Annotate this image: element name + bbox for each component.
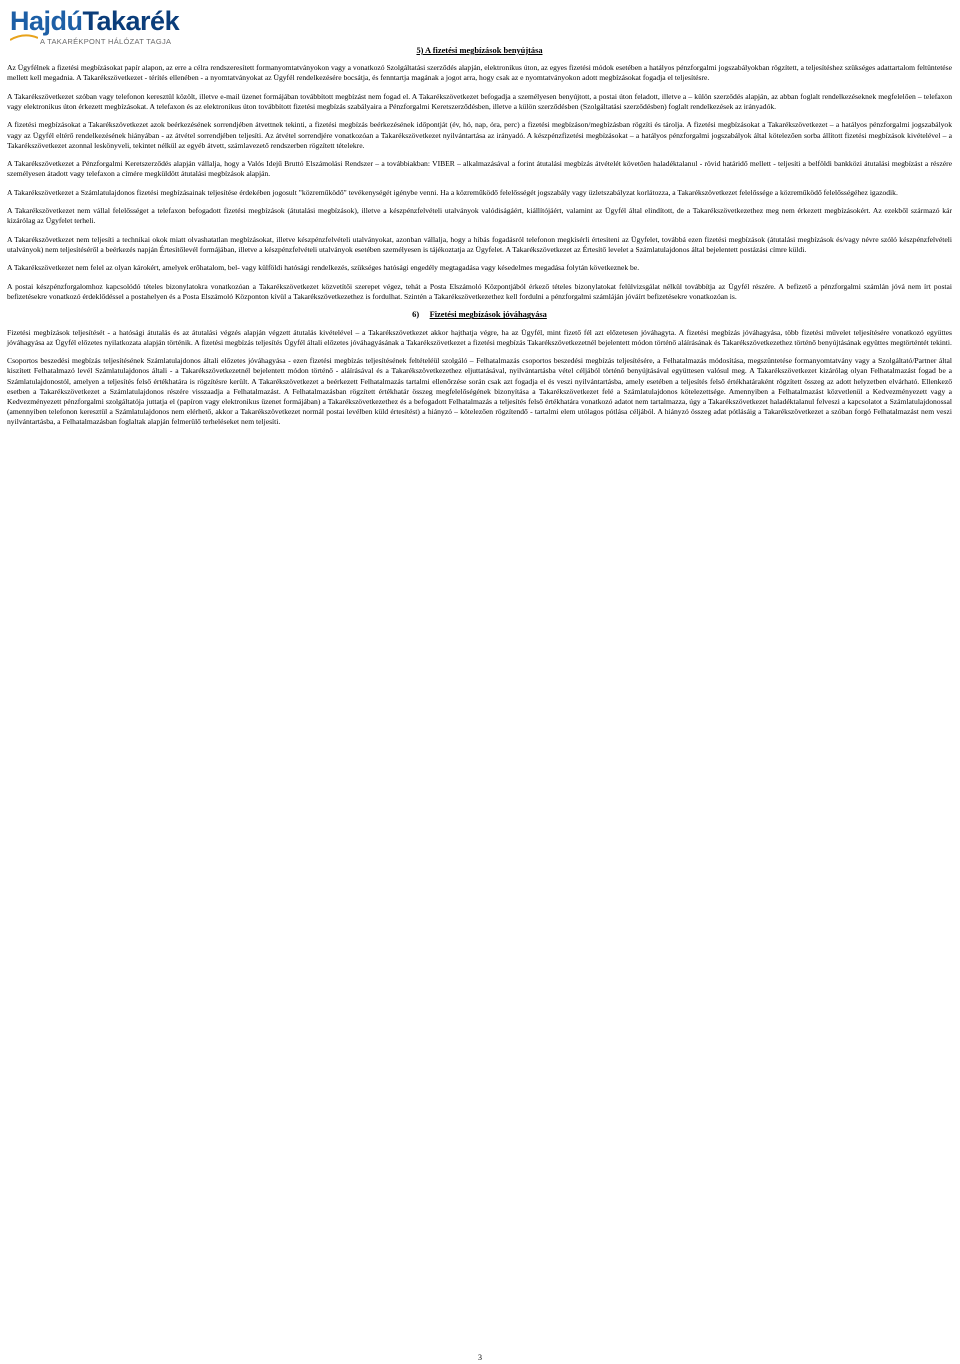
s5-paragraph-5: A Takarékszövetkezet a Számlatulajdonos fizetési megbízásainak teljesítése érdekében jogosult "közreműködő" tevékenységét igénybe venni. Ha a közreműködő felelősségét jogszabály vagy üzletszabályzat korlátozza, a Takarékszövetkezet felelőssége a közreműködő felelősségéhez igazodik. <box>7 187 898 197</box>
s5-paragraph-8: A Takarékszövetkezet nem felel az olyan károkért, amelyek erőhatalom, bel- vagy külföldi hatósági rendelkezés, szükséges hatósági engedély megtagadása vagy késedelmes megadása folytán következnek be. <box>7 263 640 273</box>
brand-swoosh-icon <box>10 34 38 42</box>
s5-paragraph-9: A postai készpénzforgalomhoz kapcsolódó tételes bizonylatokra vonatkozóan a Takarékszövetkezet közvetítői szerepet végez, tehát a Posta Elszámoló Központjából érkező tételes bizonylatokat felülvizsgálat nélkül továbbítja az Ügyfél részére. A befizető a pénzforgalmi számlán jóvá nem írt postai befizetésekre vonatkozó érdeklődéssel a postahelyen és a Posta Elszámoló Központon kívül a Takarékszövetkezethez is fordulhat. Szintén a Takarékszövetkezethez kell fordulni a pénzforgalmi számláján jóváírt befizetésekre vonatkozóan is. <box>7 281 952 301</box>
s6-paragraph-1: Fizetési megbízások teljesítését - a hatósági átutalás és az átutalási végzés alapján végzett átutalás kivételével – a Takarékszövetkezet akkor hajthatja végre, ha az Ügyfél, mint fizető fél azt előzetesen jóváhagyta. A fizetési megbízás jóváhagyása, több fizetési művelet teljesítésére vonatkozó együttes jóváhagyása az Ügyfél előzetes nyilatkozata alapján történik. A fizetési megbízás teljesítés Ügyfél általi előzetes jóváhagyásának a Takarékszövetkezet a fizetési megbízás Takarékszövetkezetnél bejelentett módon történő aláírásának és Takarékszövetkezethez történő benyújtásának együttes megtörténtét tekinti. <box>7 327 952 347</box>
s5-paragraph-3: A fizetési megbízásokat a Takarékszövetkezet azok beérkezésének sorrendjében átvettnek tekinti, a fizetési megbízás beérkezésének időpontját (év, hó, nap, óra, perc) a fizetési megbízáson/megbízásban rögzíti és tárolja. A fizetési megbízásokat a Takarékszövetkezet – a hatályos pénzforgalmi jogszabályok vagy az Ügyfél eltérő rendelkezésének hiányában - az átvétel sorrendjében teljesíti. Az átvétel sorrendjére vonatkozóan a Takarékszövetkezet nyilvántartása az irányadó. A készpénzfizetési megbízásokat – a hatályos pénzforgalmi jogszabályok által kötelezően sorba állított fizetési megbízások kivételével – a Takarékszövetkezet azonnal leskönyveli, tekintet nélkül az egyéb átvett, számlavezető rendszerben rögzített tételekre. <box>7 120 952 150</box>
page-number: 3 <box>478 1353 482 1362</box>
brand-name <box>10 6 179 37</box>
brand-name-part2: Takarék <box>82 6 180 36</box>
s5-paragraph-2: A Takarékszövetkezet szóban vagy telefonon keresztül közölt, illetve e-mail üzenet formájában továbbított megbízást nem fogad el. A Takarékszövetkezet befogadja a személyesen benyújtott, a postai úton feladott, illetve a – külön szerződés alapján, az abban foglalt rendelkezéseknek megfelelően – telefaxon vagy elektronikus úton érkezett megbízásokat. A telefaxon és az elektronikus úton továbbított fizetési megbízás szabályaira a Pénzforgalmi Keretszerződésben, illetve a külön szerződésben (Szolgáltatási szerződésben) foglalt rendelkezések az irányadók. <box>7 91 952 111</box>
brand-name-part1: Hajdú <box>10 6 83 36</box>
brand-tagline: A TAKARÉKPONT HÁLÓZAT TAGJA <box>40 37 172 46</box>
s5-paragraph-7: A Takarékszövetkezet nem teljesíti a technikai okok miatt olvashatatlan megbízásokat, illetve készpénzfelvételi utalványokat, azonban vállalja, hogy a hibás fogadásról telefonon megkísérli értesíteni az Ügyfelet, továbbá ezen fizetési megbízások (átutalási megbízások és/vagy névre szóló készpénzfelvételi utalványok) nem teljesítéséről a beérkezés napján Értesítőlevél formájában, illetve a készpénzfelvételi utalványok esetében személyesen is tájékoztatja az Ügyfelet. A Takarékszövetkezet az Értesítő levelet a Számlatulajdonos által bejelentett postázási címre küldi. <box>7 234 952 254</box>
s5-paragraph-6: A Takarékszövetkezet nem vállal felelősséget a telefaxon befogadott fizetési megbízások (átutalási megbízások), illetve a készpénzfelvételi utalványok valódiságáért, kiállítójáért, valamint az Ügyfél által elindított, de a Takarékszövetkezethez meg nem érkezett megbízásokért. Az ezekből származó kár kizárólag az Ügyfelet terheli. <box>7 206 952 226</box>
section-6-title: 6) Fizetési megbízások jóváhagyása <box>412 310 547 320</box>
s5-paragraph-1: Az Ügyfélnek a fizetési megbízásokat papír alapon, az erre a célra rendszeresített formanyomtatványokon vagy a vonatkozó Szolgáltatási szerződés alapján, elektronikus úton, az egyes fizetési módok esetében a hatályos pénzforgalmi jogszabályokban rögzített, a teljesítéshez szükséges adattartalom feltüntetése mellett kell megadnia. A Takarékszövetkezet - térítés ellenében - a nyomtatványokat az Ügyfél rendelkezésére bocsátja, és fenntartja magának a jogot arra, hogy csak az e nyomtatványokon adott megbízásokat fogadja el teljesítésre. <box>7 63 952 83</box>
section-5-title: 5) A fizetési megbízások benyújtása <box>416 46 543 55</box>
document-body <box>7 46 952 436</box>
s5-paragraph-4: A Takarékszövetkezet a Pénzforgalmi Keretszerződés alapján vállalja, hogy a Valós Idejű Bruttó Elszámolási Rendszer – a továbbiakban: VIBER – alkalmazásával a forint átutalási megbízás átvételét követően haladéktalanul - rövid határidő mellett - teljesíti a belföldi bankközi átutalási megbízást a részére személyesen átadott vagy telefaxon a címére megküldött átutalási megbízások alapján. <box>7 159 952 179</box>
s6-paragraph-2: Csoportos beszedési megbízás teljesítésének Számlatulajdonos általi előzetes jóváhagyása - ezen fizetési megbízás teljesítésének feltételéül szolgáló – Felhatalmazás csoportos beszedési megbízás teljesítésére, a Felhatalmazás módosítása, megszüntetése formanyomtatvány vagy a Szolgáltató/Partner által kiszített Felhatalmazó levél Számlatulajdonos általi - a Takarékszövetkezetnél bejelentett módon történő - aláírásával és a Takarékszövetkezethez eljuttatásával, nyilvántartásba vétel céljából történő benyújtásával együttesen valósul meg. A Takarékszövetkezet kizárólag olyan Felhatalmazást fogad be a Számlatulajdonostól, amelyen a teljesítés felső értékhatára is rögzítésre került. A Takarékszövetkezet a beérkezett Felhatalmazás tartalmi ellenőrzése során csak azt fogadja el és veszi nyilvántartásba, amely esetében a teljesítés felső értékhatáraként rögzített összeg az adott helyzetben elvárható. Ellenkező esetben a Takarékszövetkezet a Számlatulajdonos részére visszaadja a Felhatalmazást. A Felhatalmazásban rögzített értékhatár összeg megfelelőségének bizonyítása a Takarékszövetkezet felé a Számlatulajdonos kötelezettsége. Amennyiben a Felhatalmazást közvetlenül a Kedvezményezett vagy a Kedvezményezett pénzforgalmi szolgáltatója juttatja el (papíron vagy elektronikus üzenet formájában) a Takarékszövetkezethez és a befogadott Felhatalmazás a teljesítés felső értékhatára vonatkozó adatot nem tartalmazza, úgy a Takarékszövetkezet haladéktalanul felveszi a kapcsolatot a Számlatulajdonossal (amennyiben telefonon keresztül a Számlatulajdonos nem elérhető, akkor a Takarékszövetkezet normál postai levélben küld értesítést) a hiányzó – kötelezően rögzítendő - tartalmi elem utólagos pótlása céljából. A hiányzó összeg adat pótlásáig a Takarékszövetkezet a szóban forgó Felhatalmazást nem veszi nyilvántartásba, a Felhatalmazásban foglaltak alapján felmerülő terheléseket nem teljesíti. <box>7 356 952 427</box>
